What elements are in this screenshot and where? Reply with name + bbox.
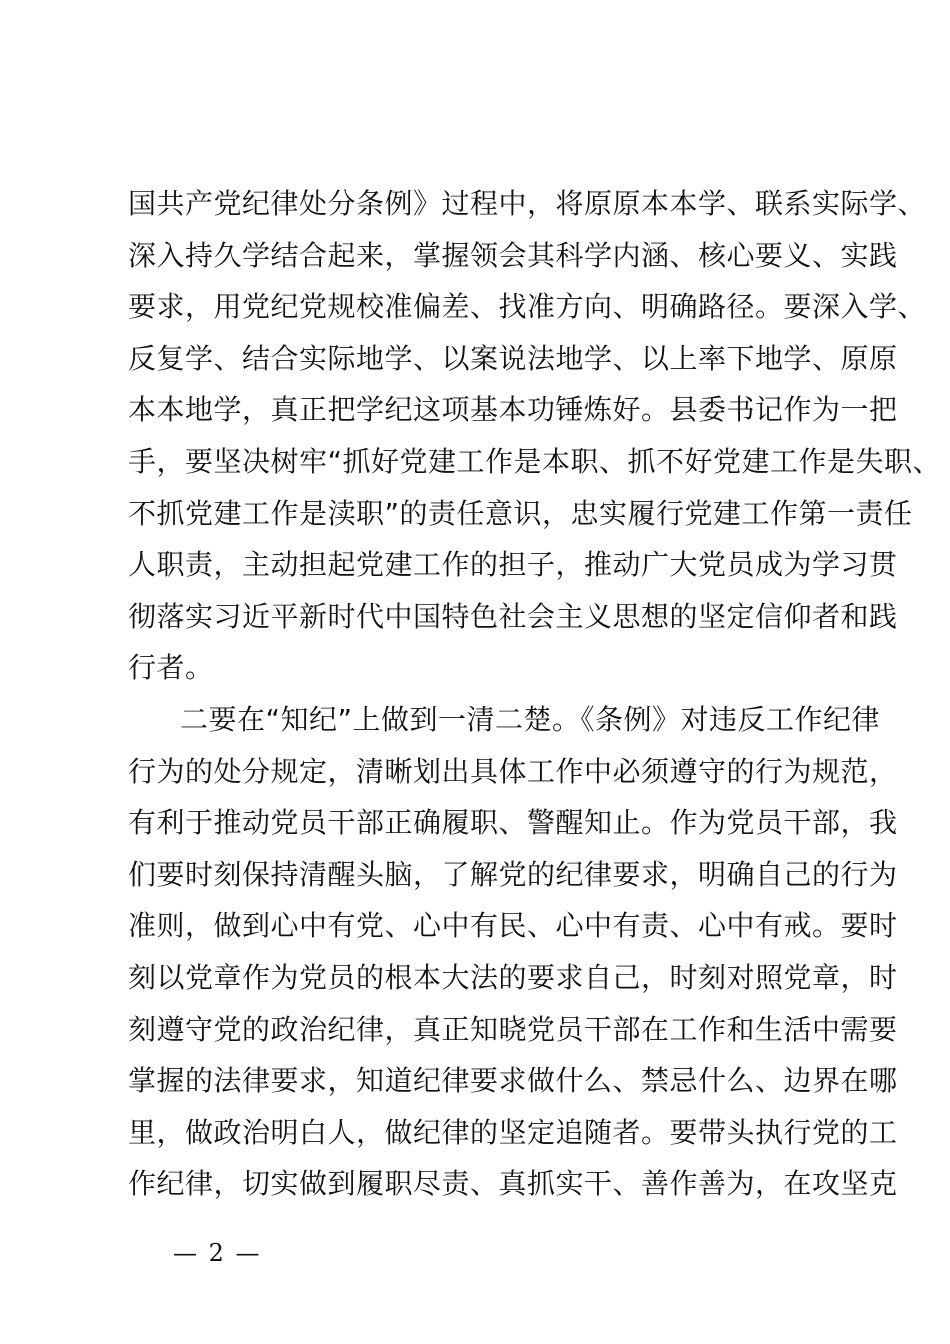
paragraph-line: 们要时刻保持清醒头脑，了解党的纪律要求，明确自己的行为 [128, 857, 898, 891]
paragraph-line: 刻以党章作为党员的根本大法的要求自己，时刻对照党章，时 [128, 960, 898, 994]
paragraph-line: 彻落实习近平新时代中国特色社会主义思想的坚定信仰者和践 [128, 599, 898, 633]
paragraph-line: 里，做政治明白人，做纪律的坚定追随者。要带头执行党的工 [128, 1115, 898, 1149]
page-number: — 2 — [173, 1239, 262, 1267]
body-text [128, 182, 942, 1214]
paragraph-line: 不抓党建工作是渎职”的责任意识，忠实履行党建工作第一责任 [128, 496, 913, 530]
paragraph-line: 深入持久学结合起来，掌握领会其科学内涵、核心要义、实践 [128, 238, 898, 272]
paragraph-line: 刻遵守党的政治纪律，真正知晓党员干部在工作和生活中需要 [128, 1012, 898, 1046]
paragraph-line: 二要在“知纪”上做到一清二楚。《条例》对违反工作纪律 [180, 702, 881, 736]
paragraph-line: 准则，做到心中有党、心中有民、心中有责、心中有戒。要时 [128, 909, 898, 943]
paragraph-line: 本本地学，真正把学纪这项基本功锤炼好。县委书记作为一把 [128, 393, 898, 427]
paragraph-line: 人职责，主动担起党建工作的担子，推动广大党员成为学习贯 [128, 548, 898, 582]
paragraph-line: 手，要坚决树牢“抓好党建工作是本职、抓不好党建工作是失职、 [128, 444, 942, 478]
paragraph-line: 国共产党纪律处分条例》过程中，将原原本本学、联系实际学、 [128, 187, 927, 220]
paragraph-line: 行者。 [128, 651, 214, 685]
paragraph-line: 有利于推动党员干部正确履职、警醒知止。作为党员干部，我 [128, 806, 898, 840]
paragraph-line: 作纪律，切实做到履职尽责、真抓实干、善作善为，在攻坚克 [128, 1167, 898, 1201]
paragraph-line: 行为的处分规定，清晰划出具体工作中必须遵守的行为规范， [128, 754, 898, 788]
paragraph-line: 反复学、结合实际地学、以案说法地学、以上率下地学、原原 [128, 341, 898, 375]
paragraph-line: 要求，用党纪党规校准偏差、找准方向、明确路径。要深入学、 [128, 290, 927, 324]
paragraph-line: 掌握的法律要求，知道纪律要求做什么、禁忌什么、边界在哪 [128, 1064, 898, 1098]
